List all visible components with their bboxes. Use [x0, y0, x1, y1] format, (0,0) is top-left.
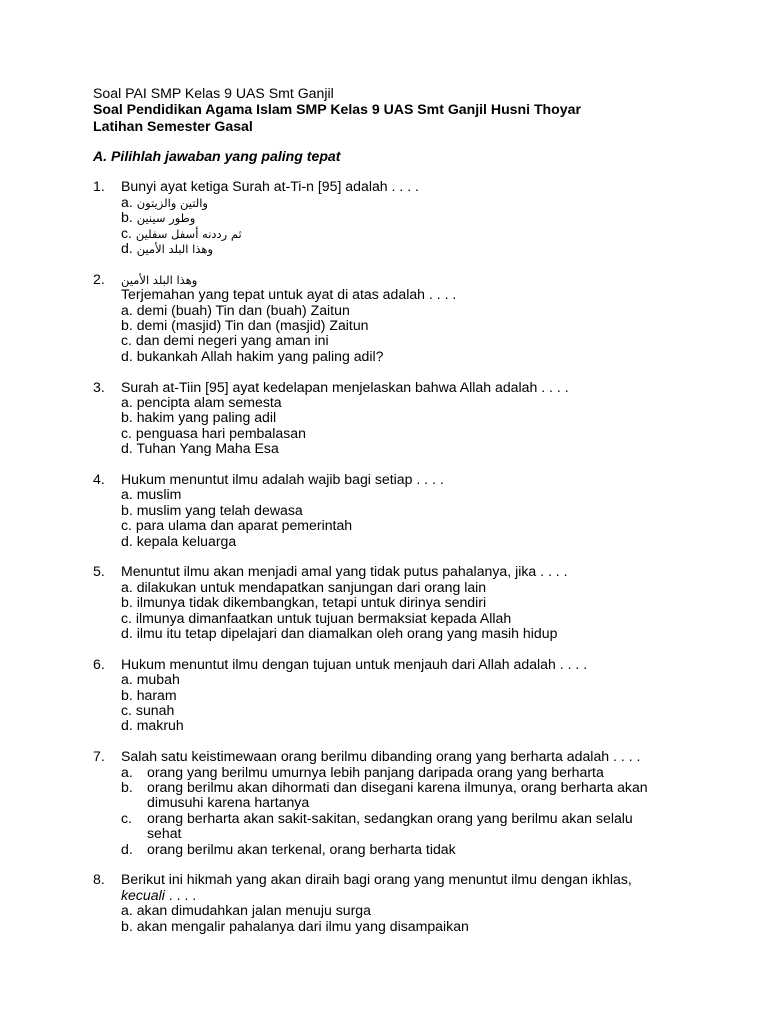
option-text: orang berharta akan sakit-sakitan, sedangkan orang yang berilmu akan selalu sehat [147, 809, 633, 842]
option-b [121, 210, 681, 225]
option-d [121, 626, 681, 641]
option-text-arabic: وهذا البلد الأمين [136, 241, 213, 256]
option-text: ilmu itu tetap dipelajari dan diamalkan oleh orang yang masih hidup [136, 625, 558, 642]
question-body [121, 749, 681, 857]
option-label: b. [121, 316, 133, 333]
option-label: c. [121, 702, 132, 719]
option-text: orang yang berilmu umurnya lebih panjang daripada orang yang berharta [147, 763, 604, 780]
question-number: 4. [93, 470, 105, 487]
option-b [121, 688, 681, 703]
arabic-verse: وهذا البلد الأمين [121, 272, 198, 287]
question-text: Hukum menuntut ilmu dengan tujuan untuk menjauh dari Allah adalah . . . . [121, 655, 588, 672]
option-label: d. [121, 239, 133, 256]
section-heading: A. Pilihlah jawaban yang paling tepat [93, 148, 341, 165]
option-label: c. [121, 424, 132, 441]
question-number: 3. [93, 378, 105, 395]
option-a [121, 303, 681, 318]
option-text: akan mengalir pahalanya dari ilmu yang disampaikan [136, 917, 469, 934]
option-label: b. [121, 686, 133, 703]
option-text: mubah [136, 671, 180, 688]
option-label: c. [121, 332, 132, 349]
option-a [121, 765, 681, 780]
option-text: demi (masjid) Tin dan (masjid) Zaitun [136, 316, 369, 333]
option-text: pencipta alam semesta [136, 393, 282, 410]
question-body [121, 472, 681, 549]
document-subtitle-2: Latihan Semester Gasal [93, 117, 253, 134]
question-number: 7. [93, 748, 105, 765]
question-number: 2. [93, 270, 105, 287]
option-label: c. [121, 224, 132, 241]
question-arabic-verse [121, 272, 681, 287]
option-b [121, 919, 681, 934]
question-number: 6. [93, 655, 105, 672]
question-4 [93, 472, 713, 549]
option-text: sunah [135, 702, 175, 719]
option-a [121, 903, 681, 918]
option-text: orang berilmu akan terkenal, orang berharta tidak [147, 840, 456, 857]
option-label: b. [121, 594, 133, 611]
option-text: Tuhan Yang Maha Esa [136, 440, 279, 457]
option-label: d. [121, 717, 133, 734]
question-2 [93, 272, 713, 364]
option-a [121, 195, 681, 210]
question-1 [93, 179, 713, 256]
option-b [121, 780, 681, 811]
option-text: demi (buah) Tin dan (buah) Zaitun [136, 301, 350, 318]
option-text: muslim [136, 486, 182, 503]
option-text: hakim yang paling adil [136, 409, 277, 426]
option-b [121, 318, 681, 333]
option-label: b. [121, 501, 133, 518]
option-text: haram [136, 686, 177, 703]
question-text: Bunyi ayat ketiga Surah at-Ti-n [95] adalah . . . . [121, 178, 419, 195]
option-c [121, 426, 681, 441]
question-text: Salah satu keistimewaan orang berilmu dibanding orang yang berharta adalah . . . . [121, 748, 641, 765]
question-body [121, 657, 681, 734]
option-d [121, 349, 681, 364]
option-text: para ulama dan aparat pemerintah [135, 517, 353, 534]
option-b [121, 503, 681, 518]
option-text: orang berilmu akan dihormati dan disegani karena ilmunya, orang berharta akan dimusuhi karena hartanya [147, 779, 648, 811]
option-label: d. [121, 532, 133, 549]
option-label: a. [121, 393, 133, 410]
question-text: Surah at-Tiin [95] ayat kedelapan menjelaskan bahwa Allah adalah . . . . [121, 378, 569, 395]
question-text-continued [121, 888, 681, 903]
option-label: a. [121, 193, 133, 210]
option-label: b. [121, 209, 133, 226]
option-c [121, 518, 681, 533]
option-d [121, 441, 681, 456]
question-number: 1. [93, 178, 105, 195]
option-label: a. [121, 486, 133, 503]
option-label: d. [121, 840, 133, 857]
question-number: 5. [93, 563, 105, 580]
option-c [121, 611, 681, 626]
option-label: b. [121, 409, 133, 426]
question-body [121, 564, 681, 641]
question-list [93, 179, 713, 934]
option-text: bukankah Allah hakim yang paling adil? [136, 347, 384, 364]
option-text: makruh [136, 717, 184, 734]
document-title: Soal PAI SMP Kelas 9 UAS Smt Ganjil [93, 84, 334, 101]
option-label: c. [121, 609, 132, 626]
question-text: Terjemahan yang tepat untuk ayat di atas adalah . . . . [121, 286, 457, 303]
question-text: Menuntut ilmu akan menjadi amal yang tidak putus pahalanya, jika . . . . [121, 563, 568, 580]
question-body [121, 272, 681, 364]
question-emphasis: kecuali [121, 886, 165, 903]
option-d [121, 718, 681, 733]
option-label: d. [121, 347, 133, 364]
option-a [121, 580, 681, 595]
option-b [121, 595, 681, 610]
option-label: b. [121, 779, 133, 796]
question-7 [93, 749, 713, 857]
option-text: dilakukan untuk mendapatkan sanjungan dari orang lain [136, 578, 487, 595]
question-text: Hukum menuntut ilmu adalah wajib bagi setiap . . . . [121, 470, 444, 487]
option-d [121, 241, 681, 256]
option-c [121, 226, 681, 241]
option-a [121, 395, 681, 410]
option-label: a. [121, 763, 133, 780]
option-b [121, 410, 681, 425]
document-header [93, 85, 713, 135]
option-text: kepala keluarga [136, 532, 237, 549]
option-label: d. [121, 625, 133, 642]
question-text-after: . . . . [168, 886, 197, 903]
option-label: a. [121, 578, 133, 595]
question-text: Berikut ini hikmah yang akan diraih bagi orang yang menuntut ilmu dengan ikhlas, [121, 871, 632, 888]
document-subtitle: Soal Pendidikan Agama Islam SMP Kelas 9 UAS Smt Ganjil Husni Thoyar [93, 101, 581, 118]
question-body [121, 179, 681, 256]
option-a [121, 672, 681, 687]
question-6 [93, 657, 713, 734]
option-c [121, 811, 681, 842]
option-text: akan dimudahkan jalan menuju surga [136, 902, 371, 919]
option-label: a. [121, 671, 133, 688]
option-label: a. [121, 301, 133, 318]
question-3 [93, 380, 713, 457]
option-label: c. [121, 517, 132, 534]
option-d [121, 842, 681, 857]
question-body [121, 380, 681, 457]
option-text: penguasa hari pembalasan [135, 424, 306, 441]
option-text: ilmunya dimanfaatkan untuk tujuan bermaksiat kepada Allah [135, 609, 512, 626]
option-label: c. [121, 809, 132, 826]
option-label: a. [121, 902, 133, 919]
option-text-arabic: ثم رددنه أسفل سفلين [135, 226, 242, 241]
option-text: ilmunya tidak dikembangkan, tetapi untuk dirinya sendiri [136, 594, 487, 611]
option-text-arabic: وطور سينين [136, 211, 196, 226]
option-c [121, 703, 681, 718]
option-text: dan demi negeri yang aman ini [135, 332, 329, 349]
option-text: muslim yang telah dewasa [136, 501, 303, 518]
option-label: d. [121, 440, 133, 457]
question-number: 8. [93, 871, 105, 888]
option-text-arabic: والتين والزيتون [136, 195, 208, 210]
option-a [121, 487, 681, 502]
option-c [121, 333, 681, 348]
option-label: b. [121, 917, 133, 934]
option-d [121, 534, 681, 549]
question-5 [93, 564, 713, 641]
question-body [121, 872, 681, 934]
question-8 [93, 872, 713, 934]
document-content [93, 85, 713, 934]
